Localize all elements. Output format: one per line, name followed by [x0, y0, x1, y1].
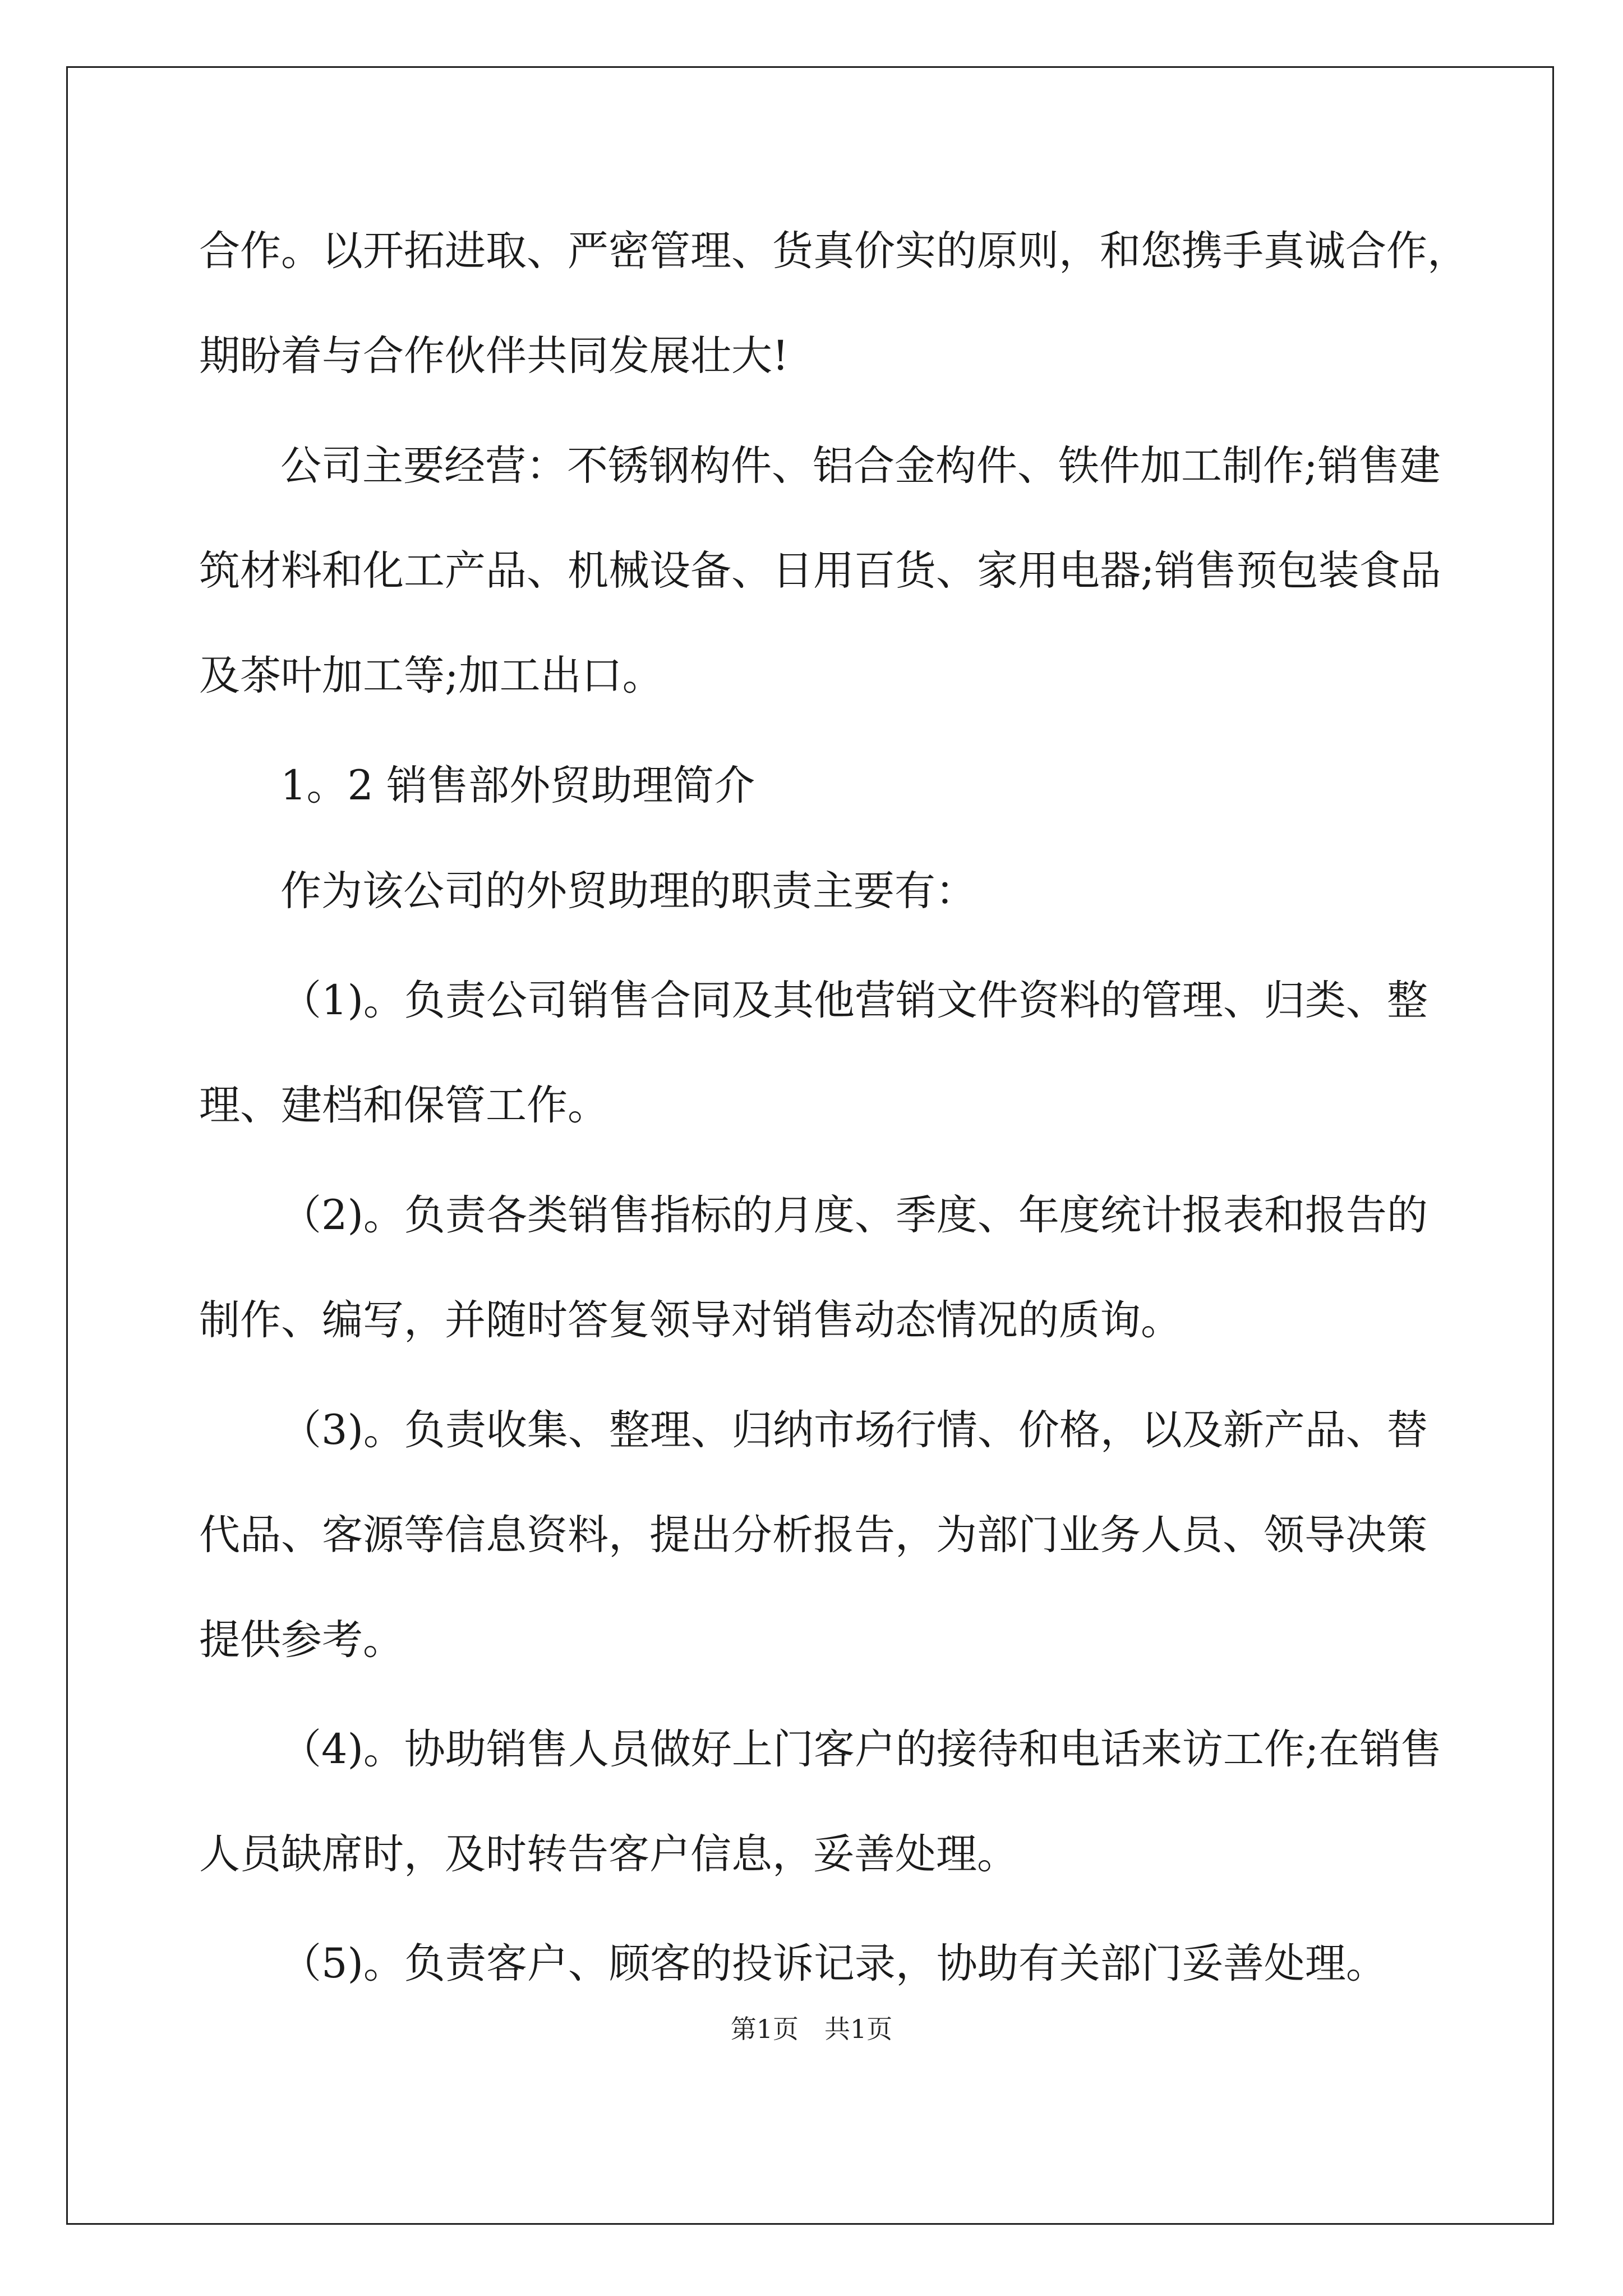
page-total: 共1页	[824, 2014, 893, 2044]
body-line-4: 筑材料和化工产品、机械设备、日用百货、家用电器;销售预包装食品	[199, 547, 1441, 595]
duty-2-line-1: （2)。负责各类销售指标的月度、季度、年度统计报表和报告的	[280, 1191, 1428, 1239]
body-line-5: 及茶叶加工等;加工出口。	[199, 652, 663, 700]
duty-2-line-2: 制作、编写，并随时答复领导对销售动态情况的质询。	[199, 1296, 1182, 1344]
duty-3-line-3: 提供参考。	[199, 1616, 404, 1664]
section-heading: 1。2 销售部外贸助理简介	[280, 762, 755, 809]
duty-1-line-1: （1)。负责公司销售合同及其他营销文件资料的管理、归类、整	[280, 977, 1428, 1024]
body-line-7: 作为该公司的外贸助理的职责主要有：	[280, 867, 976, 915]
duty-3-line-1: （3)。负责收集、整理、归纳市场行情、价格，以及新产品、替	[280, 1406, 1428, 1454]
duty-3-line-2: 代品、客源等信息资料，提出分析报告，为部门业务人员、领导决策	[199, 1511, 1427, 1559]
page-number: 第1页	[730, 2014, 799, 2044]
body-line-2: 期盼着与合作伙伴共同发展壮大!	[199, 332, 789, 380]
duty-5-line-1: （5)。负责客户、顾客的投诉记录，协助有关部门妥善处理。	[280, 1940, 1387, 1987]
page-footer	[0, 2009, 1623, 2049]
page-border	[66, 66, 1554, 2225]
duty-1-line-2: 理、建档和保管工作。	[199, 1082, 608, 1129]
duty-4-line-1: （4)。协助销售人员做好上门客户的接待和电话来访工作;在销售	[280, 1726, 1442, 1773]
body-line-1: 合作。以开拓进取、严密管理、货真价实的原则，和您携手真诚合作，	[199, 227, 1468, 275]
duty-4-line-2: 人员缺席时，及时转告客户信息，妥善处理。	[199, 1830, 1018, 1878]
body-line-3: 公司主要经营：不锈钢构件、铝合金构件、铁件加工制作;销售建	[280, 442, 1441, 490]
